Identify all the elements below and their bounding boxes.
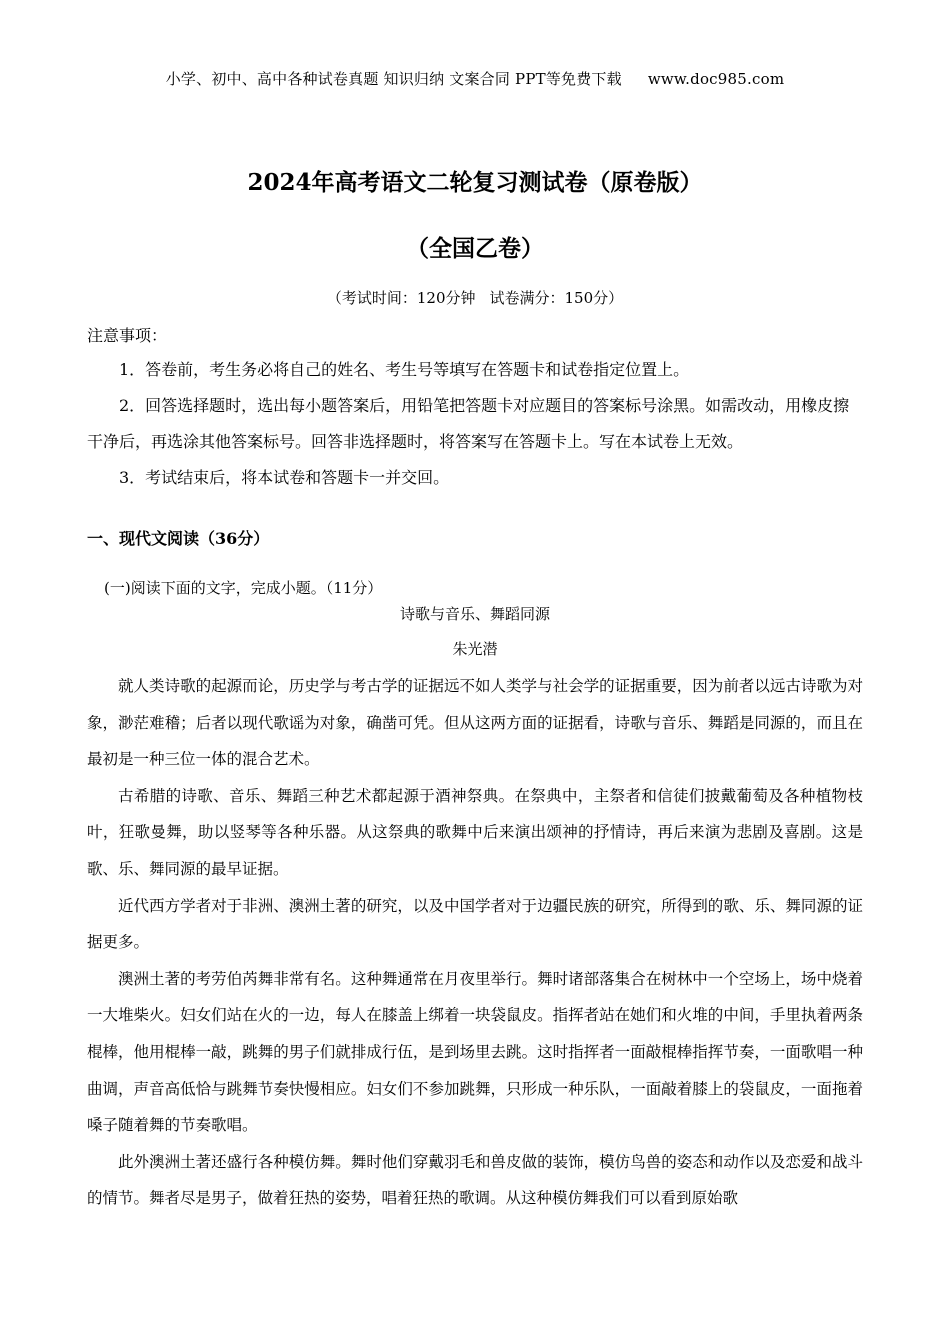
article-paragraph: 近代西方学者对于非洲、澳洲土著的研究，以及中国学者对于边疆民族的研究，所得到的歌、乐、舞同源的证据更多。: [87, 896, 863, 952]
header-text: 小学、初中、高中各种试卷真题 知识归纳 文案合同 PPT等免费下载: [165, 70, 622, 88]
article-title: 诗歌与音乐、舞蹈同源: [399, 605, 550, 623]
document-title: 2024年高考语文二轮复习测试卷（原卷版）: [247, 169, 703, 196]
exam-info: [0, 287, 950, 308]
article-paragraph: 古希腊的诗歌、音乐、舞蹈三种艺术都起源于酒神祭典。在祭典中，主祭者和信徒们披戴葡萄及各种植物枝叶，狂歌曼舞，助以竖琴等各种乐器。从这祭典的歌舞中后来演出颂神的抒情诗，再后来演为悲剧及喜剧。这是歌、乐、舞同源的最早证据。: [87, 786, 863, 878]
article-body: [87, 668, 863, 1217]
exam-time: （考试时间：120分钟: [326, 289, 476, 307]
header-banner: [0, 68, 950, 89]
part-intro: (一)阅读下面的文字，完成小题。（11分）: [104, 579, 383, 597]
article-author: 朱光潜: [452, 640, 498, 658]
full-score: 试卷满分：150分）: [489, 289, 624, 307]
header-site-link[interactable]: www.doc985.com: [647, 70, 785, 88]
article-paragraph: 就人类诗歌的起源而论，历史学与考古学的证据远不如人类学与社会学的证据重要，因为前者以远古诗歌为对象，渺茫难稽；后者以现代歌谣为对象，确凿可凭。但从这两方面的证据看，诗歌与音乐、舞蹈是同源的，而且在最初是一种三位一体的混合艺术。: [87, 677, 863, 769]
notice-item: 3．考试结束后，将本试卷和答题卡一并交回。: [119, 468, 450, 487]
document-subtitle: （全国乙卷）: [406, 235, 544, 262]
notice-title: 注意事项：: [87, 326, 168, 345]
article-paragraph: 此外澳洲土著还盛行各种模仿舞。舞时他们穿戴羽毛和兽皮做的装饰，模仿鸟兽的姿态和动作以及恋爱和战斗的情节。舞者尽是男子，做着狂热的姿势，唱着狂热的歌调。从这种模仿舞我们可以看到原始歌: [87, 1152, 863, 1208]
article-paragraph: 澳洲土著的考劳伯芮舞非常有名。这种舞通常在月夜里举行。舞时诸部落集合在树林中一个空场上，场中烧着一大堆柴火。妇女们站在火的一边，每人在膝盖上绑着一块袋鼠皮。指挥者站在她们和火堆的中间，手里执着两条棍棒，他用棍棒一敲，跳舞的男子们就排成行伍，是到场里去跳。这时指挥者一面敲棍棒指挥节奏，一面歌唱一种曲调，声音高低恰与跳舞节奏快慢相应。妇女们不参加跳舞，只形成一种乐队，一面敲着膝上的袋鼠皮，一面拖着嗓子随着舞的节奏歌唱。: [87, 969, 863, 1135]
notice-list: [87, 352, 863, 496]
notice-item: 1．答卷前，考生务必将自己的姓名、考生号等填写在答题卡和试卷指定位置上。: [119, 360, 690, 379]
notice-item: 2．回答选择题时，选出每小题答案后，用铅笔把答题卡对应题目的答案标号涂黑。如需改动，用橡皮擦干净后，再选涂其他答案标号。回答非选择题时，将答案写在答题卡上。写在本试卷上无效。: [87, 396, 850, 451]
section-title: 一、现代文阅读（36分）: [87, 529, 270, 548]
